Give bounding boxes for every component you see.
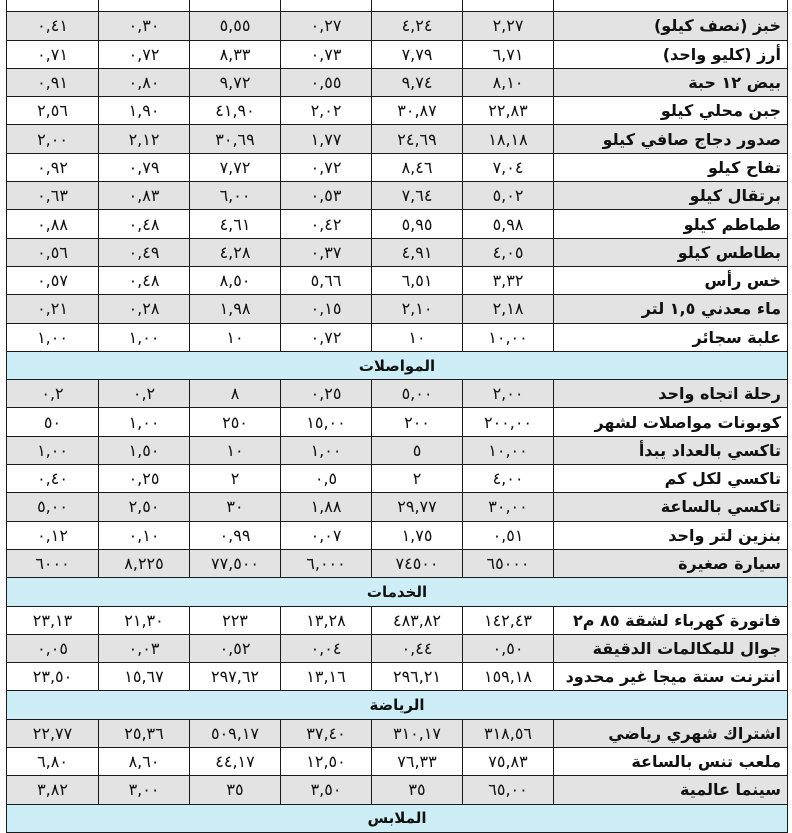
item-name-cell: ماء معدني ١,٥ لتر	[553, 295, 787, 322]
price-cell: ٠,٥٠	[462, 635, 553, 662]
price-cell: ٠,٧٢	[280, 154, 371, 181]
price-cell: ١٥,٠٠	[280, 408, 371, 435]
price-cell: ٠,٣٧	[280, 239, 371, 266]
price-cell: ٢٤,٦٩	[371, 125, 462, 152]
price-cell: ١٨,١٨	[462, 125, 553, 152]
price-cell: ٣٠	[189, 493, 280, 520]
item-name-cell: خس رأس	[553, 267, 787, 294]
price-cell: ١,٩٠	[98, 97, 189, 124]
item-name-cell: تفاح كيلو	[553, 154, 787, 181]
table-row	[7, 748, 787, 776]
price-table	[6, 0, 788, 833]
price-cell: ٠,٤١	[37, 16, 68, 36]
price-cell: ٠,٥٥	[280, 69, 371, 96]
price-cell: ٧٧,٥٠٠	[189, 550, 280, 577]
item-name-cell: بنزين لتر واحد	[553, 522, 787, 549]
price-cell: ٠,٨٠	[98, 69, 189, 96]
price-cell: ٣,٥٠	[280, 776, 371, 803]
price-cell: ٣,٨٢	[37, 780, 68, 800]
item-name-cell: فاتورة كهرباء لشقة ٨٥ م٢	[553, 607, 787, 634]
table-row	[7, 776, 787, 804]
price-cell: ٠,٤٨	[98, 267, 189, 294]
price-cell: ٤,٠٥	[462, 239, 553, 266]
table-row	[7, 607, 787, 635]
price-cell: ٤,٩١	[371, 239, 462, 266]
price-cell: ٩,٧٢	[189, 69, 280, 96]
table-row	[7, 635, 787, 663]
price-cell: ٦٥٠٠٠	[462, 550, 553, 577]
price-cell: ١,٩٨	[189, 295, 280, 322]
section-header: الملابس	[7, 805, 787, 833]
price-cell: ٢٢,٧٧	[32, 723, 73, 743]
item-name-cell: بطاطس كيلو	[553, 239, 787, 266]
price-cell: ٧,٦٤	[371, 182, 462, 209]
price-cell: ٦,٠٠٠	[280, 550, 371, 577]
price-cell: ٠,٧١	[37, 44, 68, 64]
price-cell: ٠,٣٠	[98, 12, 189, 39]
price-cell: ٠,٢٨	[98, 295, 189, 322]
price-cell: ٠,٠٣	[98, 635, 189, 662]
price-cell: ٤,٢٨	[189, 239, 280, 266]
price-cell: ٠,٢	[41, 384, 64, 404]
price-cell: ٨,١٠	[462, 69, 553, 96]
price-cell: ٢,٠٢	[280, 97, 371, 124]
price-cell: ٦,٨٠	[37, 752, 68, 772]
price-cell: ٨,٢٢٥	[98, 550, 189, 577]
price-cell: ٣١٠,١٧	[371, 720, 462, 747]
section-header: المواصلات	[7, 352, 787, 380]
price-cell: ٨,٤٦	[371, 154, 462, 181]
price-cell: ٨,٥٠	[189, 267, 280, 294]
price-cell: ٠,٤٢	[280, 210, 371, 237]
price-cell: ٥,٠٠	[37, 497, 68, 517]
table-row	[7, 97, 787, 125]
item-name-cell: سينما عالمية	[553, 776, 787, 803]
price-cell: ٢٣,١٣	[32, 610, 73, 630]
table-row	[7, 267, 787, 295]
price-cell: ٠,٠٧	[280, 522, 371, 549]
table-row	[7, 12, 787, 40]
item-name-cell: تاكسي لكل كم	[553, 465, 787, 492]
item-name-cell: علبة سجائر	[553, 324, 787, 351]
price-cell: ٤١,٩٠	[189, 97, 280, 124]
price-cell: ٢,١٢	[98, 125, 189, 152]
price-cell: ٨,٣٣	[189, 41, 280, 68]
table-row	[7, 182, 787, 210]
price-cell: ٥,٠٢	[462, 182, 553, 209]
price-cell: ٠,٩١	[37, 73, 68, 93]
price-cell: ٢,٢٧	[462, 12, 553, 39]
item-name-cell: رحلة اتجاه واحد	[553, 380, 787, 407]
table-row	[7, 239, 787, 267]
price-cell: ٠,٢	[98, 380, 189, 407]
table-row	[7, 154, 787, 182]
price-cell: ١٣,١٦	[280, 663, 371, 690]
price-cell: ١,٠٠	[98, 408, 189, 435]
price-cell: ٢٠٠	[371, 408, 462, 435]
price-cell: ٢٩,٧٧	[371, 493, 462, 520]
price-cell: ١٠,٠٠	[462, 437, 553, 464]
price-cell: ٠,٧٣	[280, 41, 371, 68]
price-cell: ٠,٨٣	[98, 182, 189, 209]
price-cell: ٢,٥٦	[37, 101, 68, 121]
price-cell: ٢,٥٠	[98, 493, 189, 520]
price-cell: ٨,٦٠	[98, 748, 189, 775]
price-cell: ١٠	[189, 437, 280, 464]
price-cell	[462, 0, 553, 11]
price-cell: ٦,٧١	[462, 41, 553, 68]
price-cell: ٣١٨,٥٦	[462, 720, 553, 747]
price-cell: ٠,٧٢	[280, 324, 371, 351]
price-cell: ٢٥,٣٦	[98, 720, 189, 747]
price-cell: ١٠,٠٠	[462, 324, 553, 351]
price-cell: ٣٧,٤٠	[280, 720, 371, 747]
price-cell: ٣٥	[371, 776, 462, 803]
item-name-cell: اشتراك شهري رياضي	[553, 720, 787, 747]
price-cell: ٦,٥١	[371, 267, 462, 294]
price-cell: ٠,٢١	[37, 299, 68, 319]
item-name-cell: تاكسي بالساعة	[553, 493, 787, 520]
price-cell: ١٥,٦٧	[98, 663, 189, 690]
price-cell: ١,٠٠	[98, 324, 189, 351]
table-row	[7, 437, 787, 465]
price-cell: ٥,٩٥	[371, 210, 462, 237]
price-cell	[189, 0, 280, 11]
price-cell: ١٤٢,٤٣	[462, 607, 553, 634]
price-cell: ١,٥٠	[98, 437, 189, 464]
price-cell: ٢٥٠	[189, 408, 280, 435]
price-cell: ٤٤,١٧	[189, 748, 280, 775]
price-cell: ١,٠٠	[37, 440, 68, 460]
price-cell: ٠,١٢	[37, 525, 68, 545]
price-cell: ٩,٧٤	[371, 69, 462, 96]
item-name-cell: بيض ١٢ حبة	[553, 69, 787, 96]
table-row	[7, 550, 787, 578]
price-cell: ٠,٤٩	[98, 239, 189, 266]
table-row	[7, 210, 787, 238]
price-cell: ٠,٢٥	[98, 465, 189, 492]
price-cell: ٠,٤٤	[371, 635, 462, 662]
price-cell: ٤,٠٠	[462, 465, 553, 492]
price-cell: ١٥٩,١٨	[462, 663, 553, 690]
table-row	[7, 125, 787, 153]
price-cell: ٥	[371, 437, 462, 464]
price-cell: ٢,١٠	[371, 295, 462, 322]
price-cell: ٢٢,٨٣	[462, 97, 553, 124]
price-cell: ٦٥,٠٠	[462, 776, 553, 803]
price-cell	[7, 0, 98, 11]
price-cell: ٠,٤٠	[37, 469, 68, 489]
price-cell: ٠,١٠	[98, 522, 189, 549]
price-cell: ٧٤٥٠٠	[371, 550, 462, 577]
item-name-cell: سيارة صغيرة	[553, 550, 787, 577]
price-cell: ١,٠٠	[280, 437, 371, 464]
price-cell: ٠,٥٧	[37, 271, 68, 291]
price-cell: ١,٨٨	[280, 493, 371, 520]
table-row	[7, 522, 787, 550]
price-cell: ٠,٥	[280, 465, 371, 492]
price-cell: ٠,٩٩	[189, 522, 280, 549]
price-cell: ٠,٠٥	[37, 638, 68, 658]
item-name-cell: صدور دجاج صافي كيلو	[553, 125, 787, 152]
section-header: الرياضة	[7, 691, 787, 719]
price-cell: ٠,٨٨	[37, 214, 68, 234]
price-cell	[371, 0, 462, 11]
item-name-cell: خبز (نصف كيلو)	[553, 12, 787, 39]
item-name-cell: كوبونات مواصلات لشهر	[553, 408, 787, 435]
table-row	[7, 41, 787, 69]
table-row	[7, 408, 787, 436]
price-cell: ٧,٧٢	[189, 154, 280, 181]
price-cell: ٦٠٠٠	[35, 554, 70, 574]
price-cell: ٠,٤٨	[98, 210, 189, 237]
price-cell: ٤٨٣,٨٢	[371, 607, 462, 634]
price-cell: ٢٣,٥٠	[32, 667, 73, 687]
item-name-cell: جوال للمكالمات الدقيقة	[553, 635, 787, 662]
price-cell: ٢٩٧,٦٢	[189, 663, 280, 690]
table-row	[7, 380, 787, 408]
table-row	[7, 663, 787, 691]
price-cell: ١,٧٥	[371, 522, 462, 549]
price-cell: ٢٢٣	[189, 607, 280, 634]
price-cell: ٤,٢٤	[371, 12, 462, 39]
price-cell: ٢	[189, 465, 280, 492]
price-cell: ٠,٥٢	[189, 635, 280, 662]
price-cell: ٠,٦٣	[37, 186, 68, 206]
price-cell: ٠,٧٢	[98, 41, 189, 68]
table-row	[7, 0, 787, 12]
price-cell: ٥,٦٦	[280, 267, 371, 294]
price-cell: ١٢,٥٠	[280, 748, 371, 775]
price-cell: ٢٠٠,٠٠	[462, 408, 553, 435]
table-row	[7, 720, 787, 748]
item-name-cell: ملعب تنس بالساعة	[553, 748, 787, 775]
price-cell: ٧٥,٨٣	[462, 748, 553, 775]
price-cell: ٠,٢٥	[280, 380, 371, 407]
price-cell: ١,٠٠	[37, 327, 68, 347]
price-cell: ٠,٩٢	[37, 157, 68, 177]
price-cell: ٣٥	[189, 776, 280, 803]
item-name-cell: أرز (كليو واحد)	[553, 41, 787, 68]
table-row	[7, 465, 787, 493]
price-cell: ١٠	[189, 324, 280, 351]
price-cell: ٢,١٨	[462, 295, 553, 322]
table-row	[7, 493, 787, 521]
price-cell: ٣٠,٦٩	[189, 125, 280, 152]
price-cell: ٥,٩٨	[462, 210, 553, 237]
price-cell: ٦,٠٠	[189, 182, 280, 209]
item-name-cell: انترنت ستة ميجا غير محدود	[553, 663, 787, 690]
table-row	[7, 324, 787, 352]
price-cell: ٨	[189, 380, 280, 407]
price-cell	[98, 0, 189, 11]
item-name-cell: تاكسي بالعداد يبدأ	[553, 437, 787, 464]
price-cell: ٣٠,٠٠	[462, 493, 553, 520]
price-cell: ٠,٧٩	[98, 154, 189, 181]
section-header: الخدمات	[7, 578, 787, 606]
price-cell: ٧,٠٤	[462, 154, 553, 181]
price-cell: ٢٩٦,٢١	[371, 663, 462, 690]
price-cell: ٧٦,٣٣	[371, 748, 462, 775]
item-name-cell: برتقال كيلو	[553, 182, 787, 209]
price-cell: ٣,٣٢	[462, 267, 553, 294]
price-cell: ٢,٠٠	[462, 380, 553, 407]
price-cell: ٢	[371, 465, 462, 492]
price-cell: ٠,٥٣	[280, 182, 371, 209]
item-name-cell	[553, 0, 787, 11]
price-cell: ٣,٠٠	[98, 776, 189, 803]
price-cell: ١٣,٢٨	[280, 607, 371, 634]
price-cell: ١٠	[371, 324, 462, 351]
price-cell: ٣٠,٨٧	[371, 97, 462, 124]
price-cell: ٠,٥٦	[37, 242, 68, 262]
table-row	[7, 295, 787, 323]
price-cell	[280, 0, 371, 11]
price-cell: ٠,١٥	[280, 295, 371, 322]
price-cell: ٤,٦١	[189, 210, 280, 237]
price-cell: ٥,٥٥	[189, 12, 280, 39]
item-name-cell: جبن محلي كيلو	[553, 97, 787, 124]
price-cell: ٠,٠٤	[280, 635, 371, 662]
price-cell: ٥٠٩,١٧	[189, 720, 280, 747]
price-cell: ٥,٠٠	[371, 380, 462, 407]
price-cell: ٢١,٣٠	[98, 607, 189, 634]
price-cell: ١,٧٧	[280, 125, 371, 152]
table-row	[7, 69, 787, 97]
price-cell: ٠,٢٧	[280, 12, 371, 39]
price-cell: ٠,٥١	[462, 522, 553, 549]
item-name-cell: طماطم كيلو	[553, 210, 787, 237]
price-cell: ٢,٠٠	[37, 129, 68, 149]
price-cell: ٧,٧٩	[371, 41, 462, 68]
price-cell: ٥٠	[43, 412, 62, 432]
